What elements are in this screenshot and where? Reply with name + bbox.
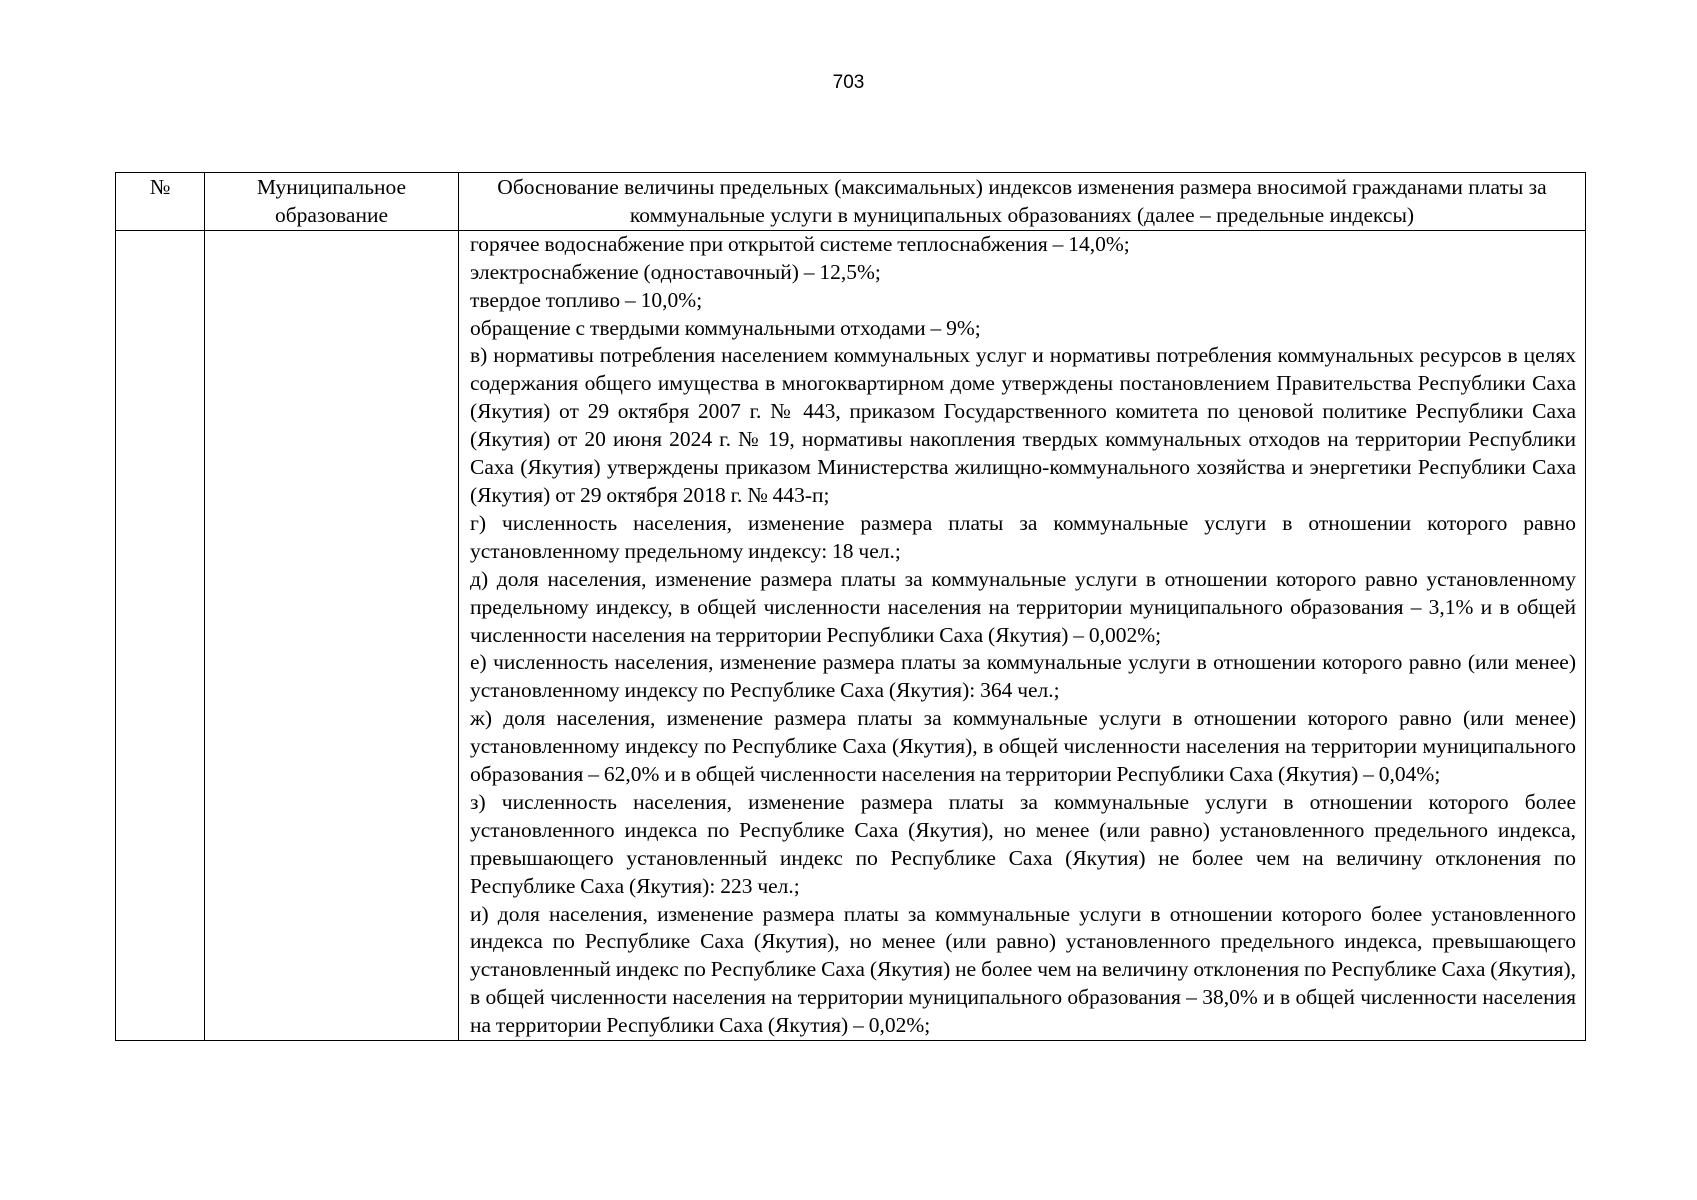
table-header-row <box>116 173 1586 231</box>
row-justification-cell <box>459 230 1586 1040</box>
paragraph-item-d: д) доля населения, изменение размера платы за коммунальные услуги в отношении которого равно установленному предельному индексу, в общей численности населения на территории муниципального образования – 3,1% и в общей численности населения на территории Республики Саха (Якутия) – 0,002%; <box>470 566 1576 647</box>
paragraph-item-zh: ж) доля населения, изменение размера платы за коммунальные услуги в отношении которого равно (или менее) установленному индексу по Республике Саха (Якутия), в общей численности населения на территории муниципального образования – 62,0% и в общей численности населения на территории Республики Саха (Якутия) – 0,04%; <box>470 706 1576 787</box>
row-municipality-cell <box>205 230 459 1040</box>
row-number-cell <box>116 230 205 1040</box>
page-number: 703 <box>832 72 865 93</box>
paragraph-solid-waste: обращение с твердыми коммунальными отходами – 9%; <box>470 315 981 340</box>
header-number: № <box>116 173 205 231</box>
header-justification: Обоснование величины предельных (максимальных) индексов изменения размера вносимой гражданами платы за коммунальные услуги в муниципальных образованиях (далее – предельные индексы) <box>459 173 1586 231</box>
justification-table <box>115 172 1586 1041</box>
paragraph-solid-fuel: твердое топливо – 10,0%; <box>470 287 703 312</box>
paragraph-hot-water: горячее водоснабжение при открытой системе теплоснабжения – 14,0%; <box>470 231 1130 256</box>
paragraph-item-g: г) численность населения, изменение размера платы за коммунальные услуги в отношении которого равно установленному предельному индексу: 18 чел.; <box>470 510 1576 563</box>
paragraph-electricity: электроснабжение (одноставочный) – 12,5%; <box>470 259 881 284</box>
paragraph-item-i: и) доля населения, изменение размера платы за коммунальные услуги в отношении которого более установленного индекса по Республике Саха (Якутия), но менее (или равно) установленного предельного индекса, превышающего установленный индекс по Республике Саха (Якутия) не более чем на величину отклонения по Республике Саха (Якутия), в общей численности населения на территории муниципального образования – 38,0% и в общей численности населения на территории Республики Саха (Якутия) – 0,02%; <box>470 901 1576 1038</box>
paragraph-item-e: е) численность населения, изменение размера платы за коммунальные услуги в отношении которого равно (или менее) установленному индексу по Республике Саха (Якутия): 364 чел.; <box>470 650 1576 703</box>
paragraph-item-z: з) численность населения, изменение размера платы за коммунальные услуги в отношении которого более установленного индекса по Республике Саха (Якутия), но менее (или равно) установленного предельного индекса, превышающего установленный индекс по Республике Саха (Якутия) не более чем на величину отклонения по Республике Саха (Якутия): 223 чел.; <box>470 789 1576 898</box>
header-municipality: Муниципальное образование <box>205 173 459 231</box>
paragraph-item-v: в) нормативы потребления населением коммунальных услуг и нормативы потребления коммунальных ресурсов в целях содержания общего имущества в многоквартирном доме утверждены постановлением Правительства Республики Саха (Якутия) от 29 октября 2007 г. № 443, приказом Государственного комитета по ценовой политике Республики Саха (Якутия) от 20 июня 2024 г. № 19, нормативы накопления твердых коммунальных отходов на территории Республики Саха (Якутия) утверждены приказом Министерства жилищно-коммунального хозяйства и энергетики Республики Саха (Якутия) от 29 октября 2018 г. № 443-п; <box>470 343 1576 507</box>
table-row <box>116 230 1586 1040</box>
